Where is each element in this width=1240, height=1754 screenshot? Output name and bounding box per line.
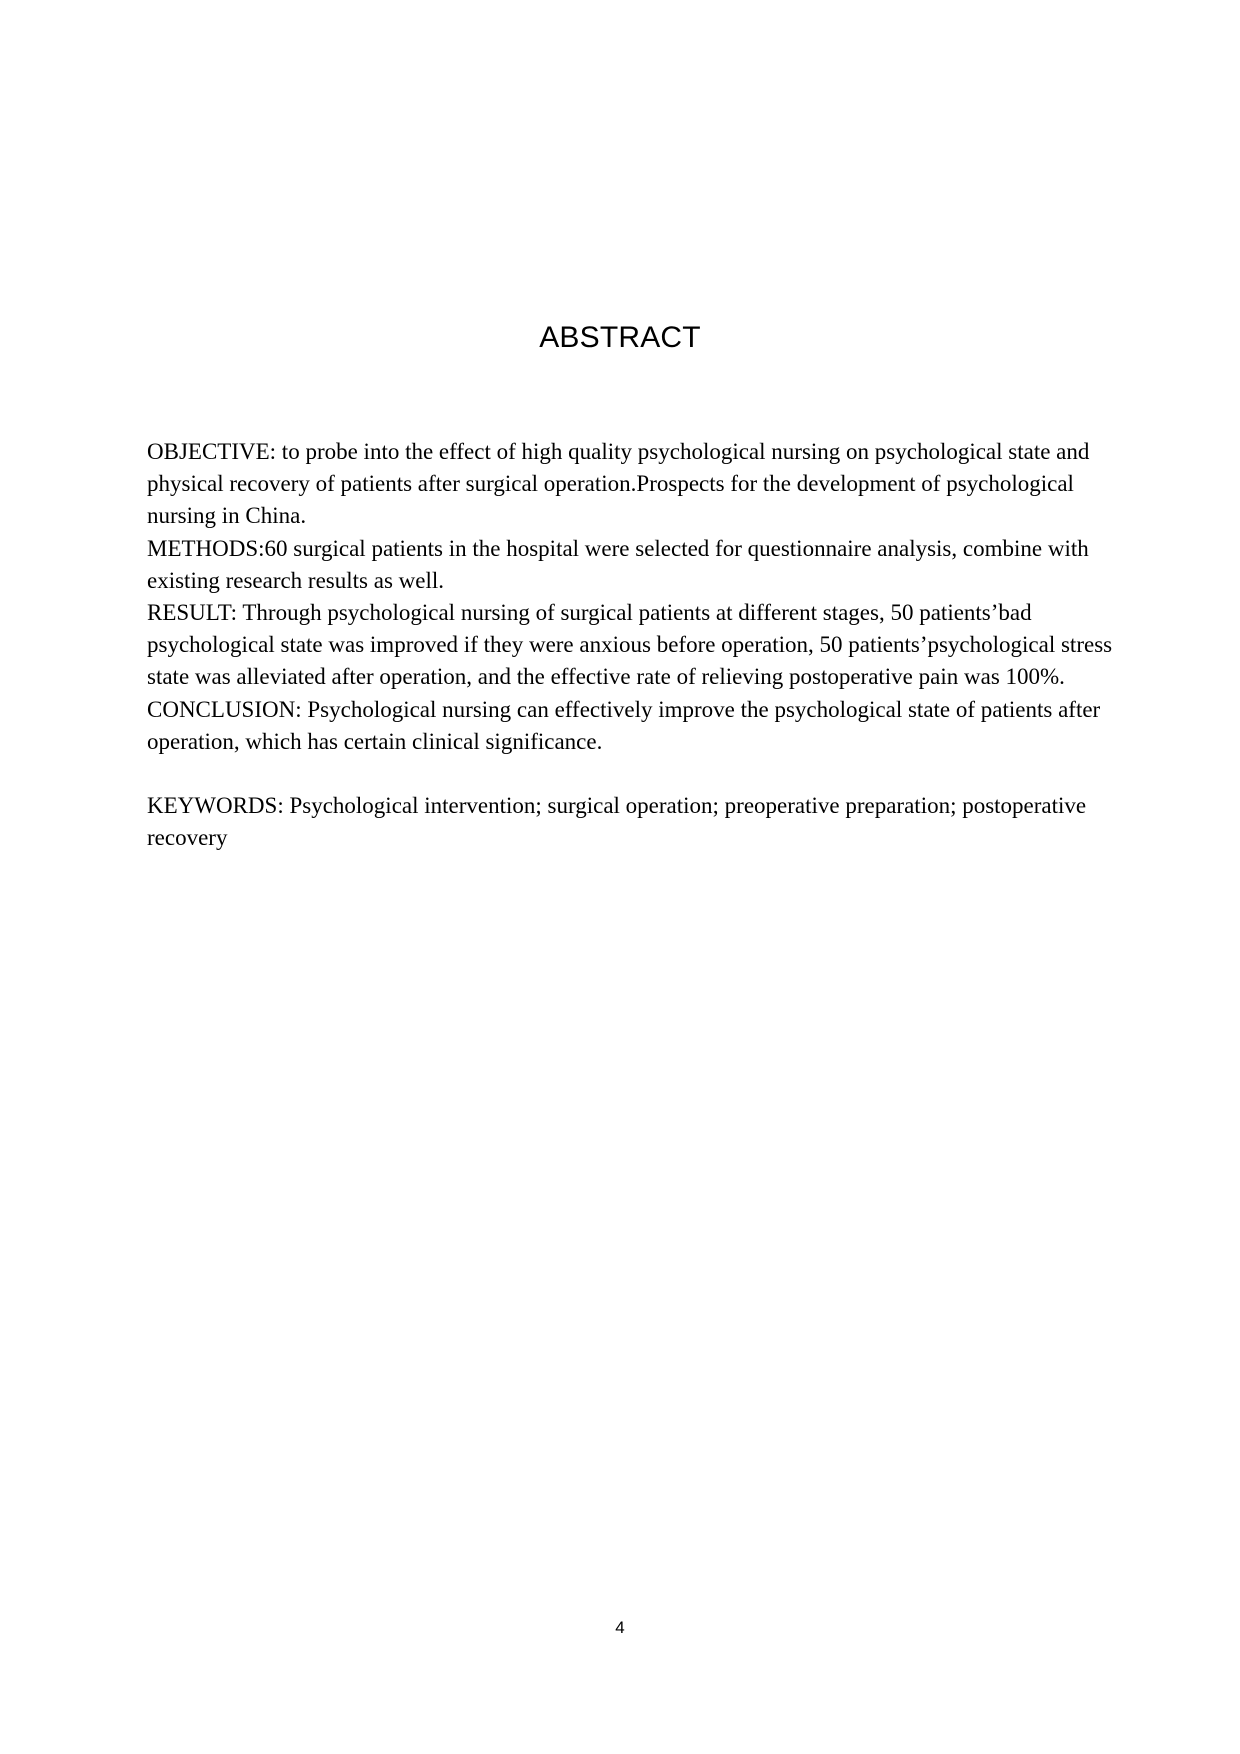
abstract-body: [147, 436, 1122, 854]
methods-paragraph: METHODS:60 surgical patients in the hospital were selected for questionnaire analysis, combine with existing research results as well.: [147, 535, 1089, 593]
page-number: 4: [615, 1618, 625, 1637]
abstract-title: ABSTRACT: [539, 321, 701, 354]
keywords-paragraph: KEYWORDS: Psychological intervention; surgical operation; preoperative preparation; postoperative recovery: [147, 793, 1087, 851]
conclusion-paragraph: CONCLUSION: Psychological nursing can effectively improve the psychological state of patients after operation, which has certain clinical significance.: [147, 696, 1101, 754]
paragraph-spacer: [147, 758, 1122, 790]
result-paragraph: RESULT: Through psychological nursing of surgical patients at different stages, 50 patients’bad psychological state was improved if they were anxious before operation, 50 patients’psychological stress state was alleviated after operation, and the effective rate of relieving postoperative pain was 100%.: [147, 600, 1113, 690]
objective-paragraph: OBJECTIVE: to probe into the effect of high quality psychological nursing on psychological state and physical recovery of patients after surgical operation.Prospects for the development of psychological nursing in China.: [147, 439, 1090, 529]
